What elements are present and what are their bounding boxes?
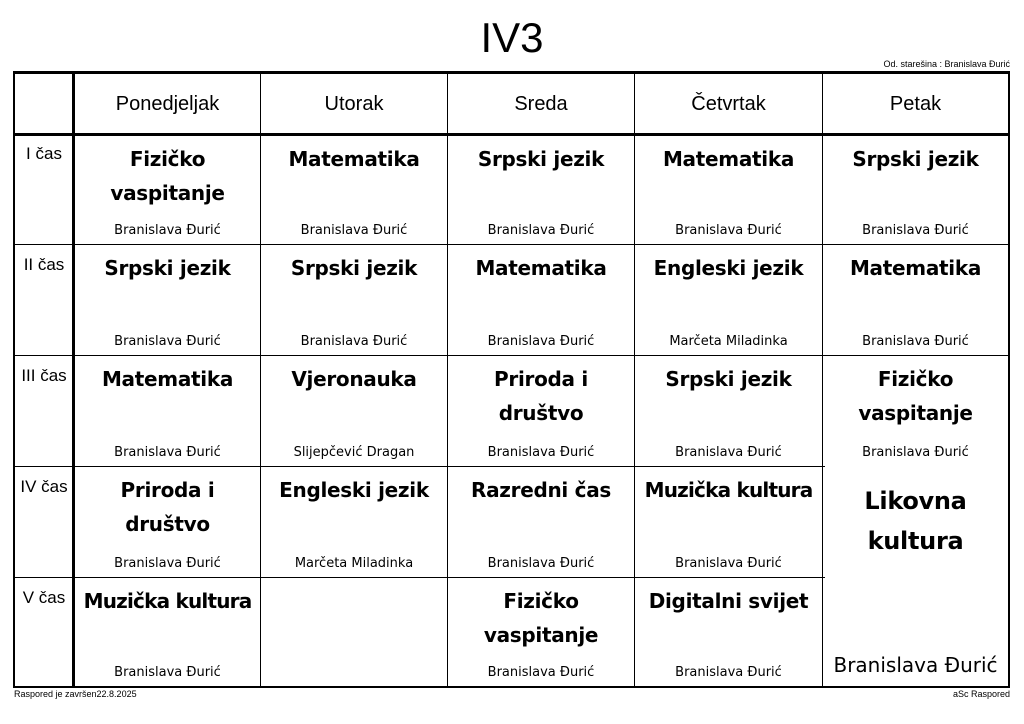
subject-name: Razredni čas [471,478,611,502]
subject-name: Srpski jezik [665,367,792,391]
teacher-name: Branislava Đurić [862,223,969,238]
lesson-cell [823,356,1008,466]
subject-name: Priroda i društvo [494,367,588,425]
teacher-name: Branislava Đurić [300,223,408,238]
lesson-cell [75,245,260,355]
subject-name: Priroda i društvo [120,478,215,536]
lesson-cell [635,356,822,466]
subject-name: Srpski jezik [852,147,979,171]
lesson-cell [261,356,447,466]
lesson-cell [261,136,447,244]
subject-name: Digitalni svijet [648,589,809,613]
day-header-ponedjeljak: Ponedjeljak [115,92,220,115]
subject-name: Likovna kultura [864,487,967,555]
teacher-name: Marčeta Miladinka [294,556,414,571]
completion-note: Raspored je završen22.8.2025 [14,689,137,699]
lesson-cell [75,136,260,244]
subject-name: Srpski jezik [290,256,418,280]
lesson-cell [635,578,822,686]
lesson-cell [75,467,260,577]
lesson-cell [75,578,260,686]
teacher-name: Branislava Đurić [114,223,221,238]
lesson-cell [261,467,447,577]
teacher-name: Marčeta Miladinka [669,334,788,349]
period-label-4: IV čas [20,477,68,496]
subject-name: Fizičko vaspitanje [858,367,973,425]
subject-name: Muzička kultura [644,478,813,502]
lesson-cell [635,136,822,244]
teacher-name: Slijepčević Dragan [293,445,415,460]
teacher-name: Branislava Đurić [114,665,221,680]
subject-name: Matematika [288,147,420,171]
day-header-sreda: Sreda [514,92,568,115]
software-credit: aSc Raspored [952,689,1010,699]
teacher-name: Branislava Đurić [487,665,595,680]
subject-name: Vjeronauka [291,367,417,391]
period-label-1: I čas [26,144,62,163]
lesson-cell [448,578,634,686]
lesson-cell [635,467,822,577]
subject-name: Fizičko vaspitanje [110,147,225,205]
teacher-name: Branislava Đurić [114,334,221,349]
lesson-cell [823,245,1008,355]
teacher-name: Branislava Đurić [300,334,408,349]
subject-name: Muzička kultura [83,589,252,613]
day-header-petak: Petak [889,92,942,115]
teacher-name: Branislava Đurić [675,665,782,680]
subject-name: Engleski jezik [279,478,429,502]
page-title: IV3 [480,14,544,61]
lesson-cell [448,467,634,577]
teacher-name: Branislava Đurić [675,556,782,571]
lesson-cell [448,245,634,355]
subject-name: Matematika [849,256,982,280]
teacher-name: Branislava Đurić [114,556,221,571]
subject-name: Matematika [101,367,234,391]
teacher-name: Branislava Đurić [487,445,595,460]
lesson-cell [635,245,822,355]
lesson-cell [261,245,447,355]
lesson-cell [448,136,634,244]
subject-name: Matematika [662,147,795,171]
teacher-name: Branislava Đurić [487,334,595,349]
teacher-name: Branislava Đurić [675,445,782,460]
teacher-name: Branislava Đurić [114,445,221,460]
teacher-name: Branislava Đurić [862,334,969,349]
timetable-grid [13,71,1010,688]
subject-name: Srpski jezik [477,147,605,171]
subject-name: Srpski jezik [104,256,231,280]
subject-name: Engleski jezik [653,256,804,280]
homeroom-teacher: Od. starešina : Branislava Đurić [883,59,1010,69]
day-header-utorak: Utorak [324,92,384,115]
period-label-2: II čas [23,255,65,274]
day-header-cetvrtak: Četvrtak [691,92,766,115]
subject-name: Fizičko vaspitanje [483,589,599,647]
teacher-name: Branislava Đurić [833,653,998,677]
lesson-cell-double [823,467,1008,686]
period-label-5: V čas [22,588,66,607]
subject-name: Matematika [475,256,607,280]
period-label-3: III čas [21,366,67,385]
lesson-cell [75,356,260,466]
teacher-name: Branislava Đurić [862,445,969,460]
lesson-cell [448,356,634,466]
lesson-cell [823,136,1008,244]
teacher-name: Branislava Đurić [487,556,595,571]
teacher-name: Branislava Đurić [487,223,595,238]
teacher-name: Branislava Đurić [675,223,782,238]
